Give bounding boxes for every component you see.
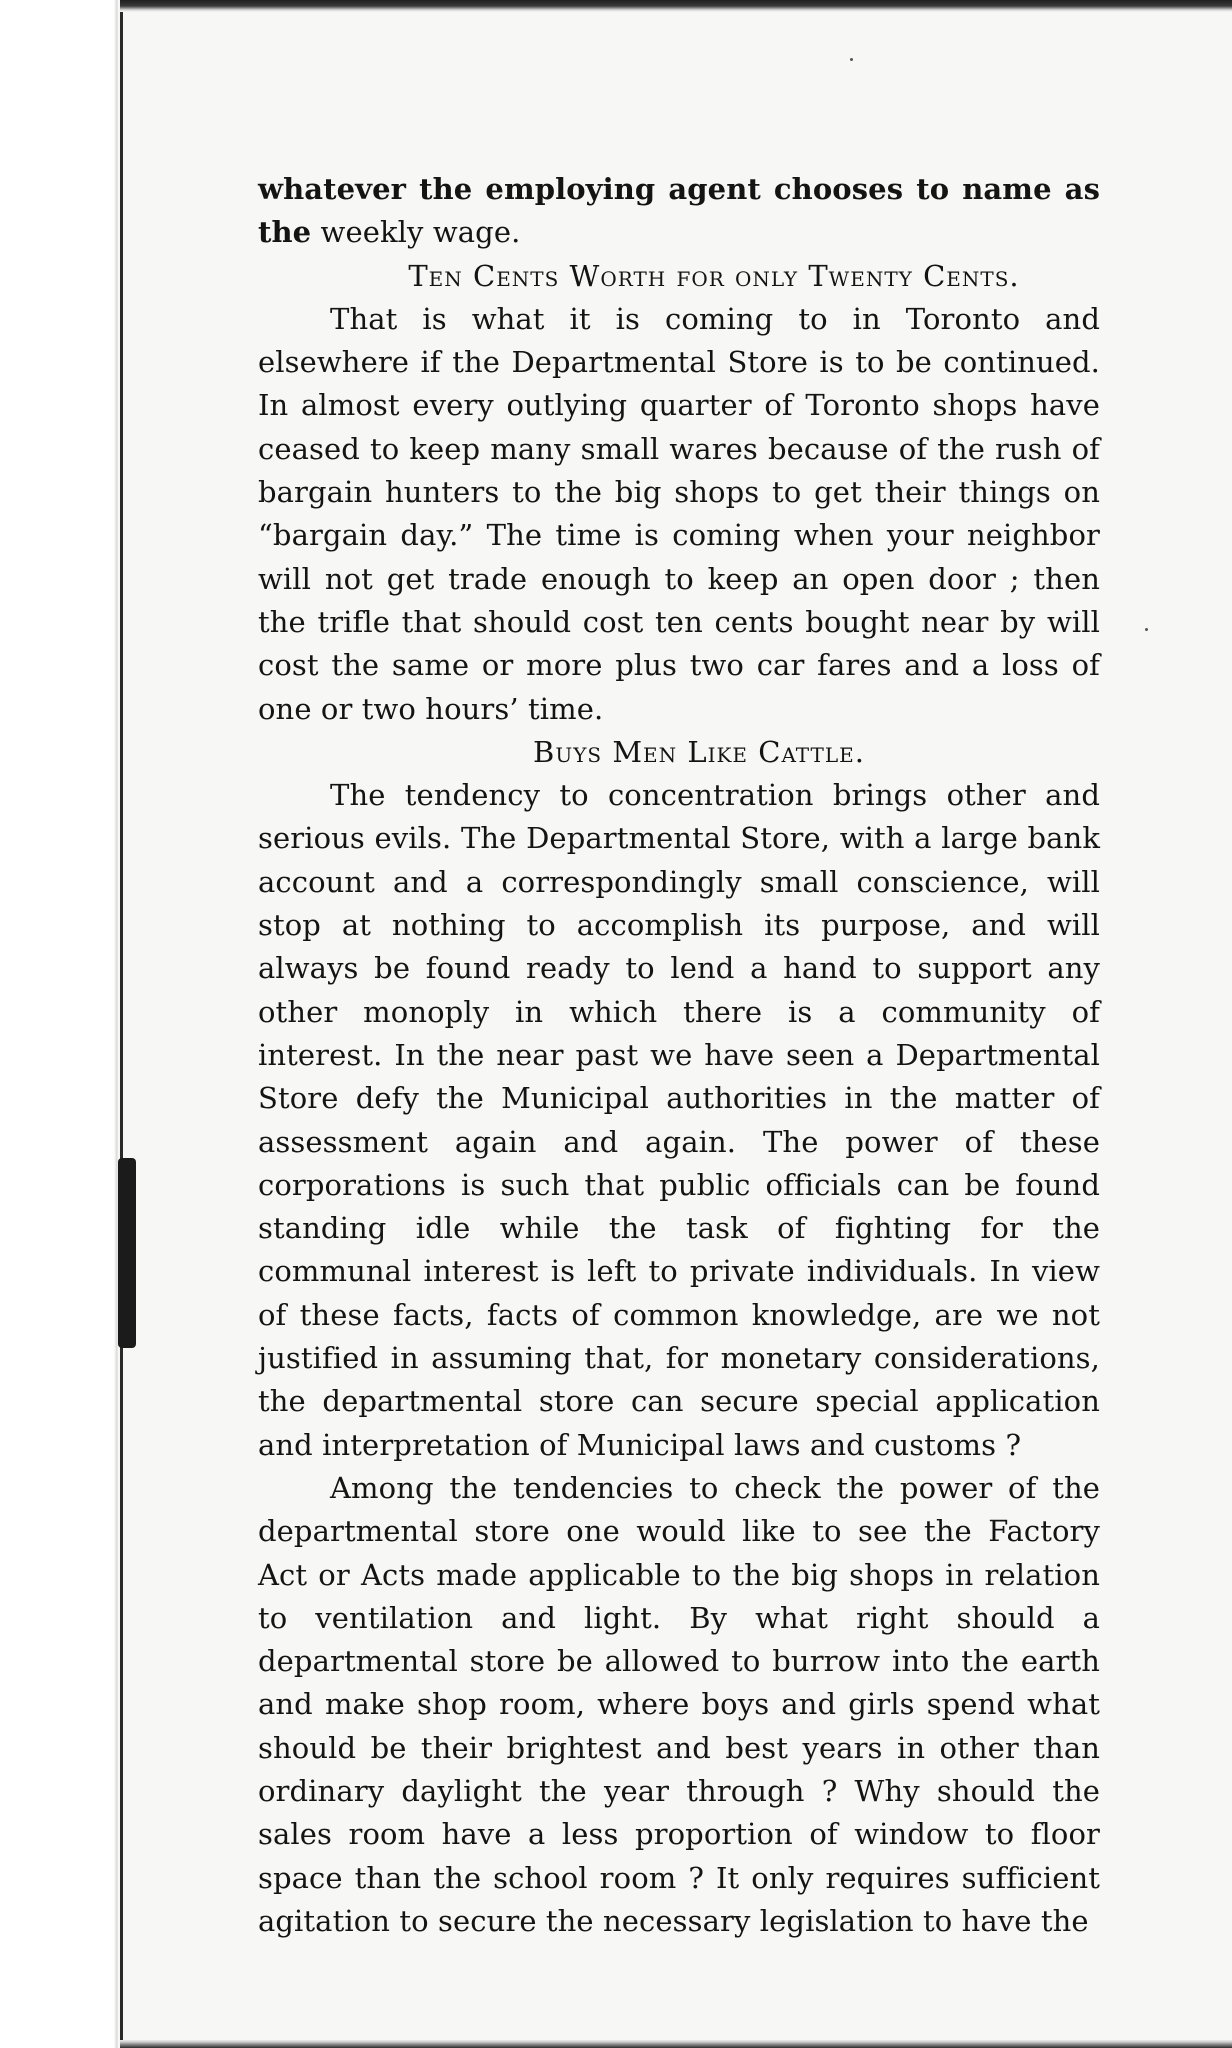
opening-emphasis: whatever the employing agent chooses to name as the [258, 172, 1100, 250]
scan-speck [1145, 628, 1148, 631]
page-edge-line [120, 8, 123, 2048]
page-margin-left [0, 0, 118, 2048]
page-edge-bottom [120, 2040, 1232, 2048]
paragraph-concentration: The tendency to concentration brings other and serious evils. The Departmental Store, with a large bank account and a correspondingly small conscience, will stop at nothing to accomplish its purpose, and will always be found ready to lend a hand to support any other monoply in which there is a community of interest. In the near past we have seen a Departmental Store defy the Municipal authorities in the matter of assessment again and again. The power of these corporations is such that public officials can be found standing idle while the task of fighting for the communal interest is left to private individuals. In view of these facts, facts of common knowledge, are we not justified in assuming that, for monetary considerations, the departmental store can secure special application and interpretation of Municipal laws and customs ? [258, 778, 1100, 1462]
section-heading-ten-cents: Ten Cents Worth for only Twenty Cents. [408, 258, 1020, 293]
paragraph-ten-cents: That is what it is coming to in Toronto and elsewhere if the Departmental Store is to be continued. In almost every outlying quarter of Toronto shops have ceased to keep many small wares because of the rush of bargain hunters to the big shops to get their things on “bargain day.” The time is coming when your neighbor will not get trade enough to keep an open door ; then the trifle that should cost ten cents bought near by will cost the same or more plus two car fares and a loss of one or two hours’ time. [258, 301, 1100, 726]
page-body [258, 168, 1100, 1943]
section-heading-buys-men: Buys Men Like Cattle. [533, 734, 865, 769]
opening-paragraph [258, 168, 1100, 255]
paragraph-factory-act: Among the tendencies to check the power of the departmental store one would like to see the Factory Act or Acts made applicable to the big shops in relation to ventilation and light. By what right should a departmental store be allowed to burrow into the earth and make shop room, where boys and girls spend what should be their brightest and best years in other than ordinary daylight the year through ? Why should the sales room have a less proportion of window to floor space than the school room ? It only requires sufficient agitation to secure the necessary legislation to have the [258, 1470, 1100, 1938]
binding-mark [118, 1158, 136, 1348]
opening-rest: weekly wage. [311, 215, 521, 250]
scan-speck [850, 58, 853, 61]
page-edge-top [120, 0, 1232, 12]
